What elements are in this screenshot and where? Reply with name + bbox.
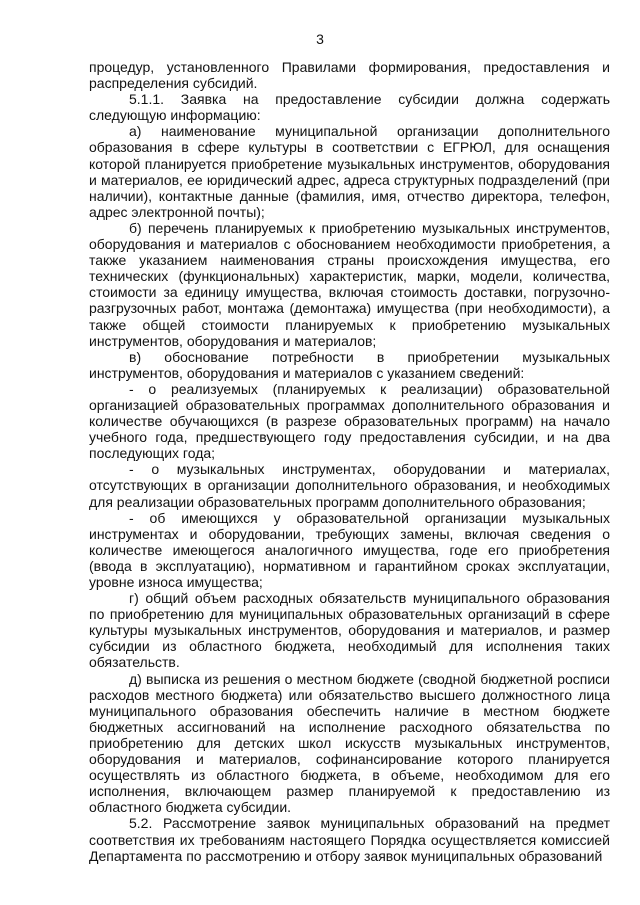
paragraph-dash-programs: - о реализуемых (планируемых к реализации) образовательной организацией образовательных программах дополнительного образования и количестве обучающихся (в разрезе образовательных программ) на начало учебного года, предшествующего году предоставления субсидии, и на два последующих года; xyxy=(89,380,610,462)
paragraph-item-a: а) наименование муниципальной организации дополнительного образования в сфере культуры в соответствии с ЕГРЮЛ, для оснащения которой планируется приобретение музыкальных инструментов, оборудования и материалов, ее юридический адрес, адреса структурных подразделений (при наличии), контактные данные (фамилия, имя, отчество директора, телефон, адрес электронной почты); xyxy=(89,123,610,220)
page-number: 3 xyxy=(316,31,324,47)
paragraph-5-2: 5.2. Рассмотрение заявок муниципальных образований на предмет соответствия их требованиям настоящего Порядка осуществляется комиссией Департамента по рассмотрению и отбору заявок муниципальных образований xyxy=(89,815,610,864)
paragraph-dash-missing: - о музыкальных инструментах, оборудовании и материалах, отсутствующих в организации дополнительного образования, и необходимых для реализации образовательных программ дополнительного образования; xyxy=(89,461,610,510)
paragraph-continuation: процедур, установленного Правилами формирования, предоставления и распределения субсидий. xyxy=(89,59,610,92)
paragraph-item-b: б) перечень планируемых к приобретению музыкальных инструментов, оборудования и материалов с обоснованием необходимости приобретения, а также указанием наименования страны происхождения имущества, его технических (функциональных) характеристик, марки, модели, количества, стоимости за единицу имущества, включая стоимость доставки, погрузочно-разгрузочных работ, монтажа (демонтажа) имущества (при необходимости), а также общей стоимости планируемых к приобретению музыкальных инструментов, оборудования и материалов; xyxy=(89,219,610,349)
paragraph-5-1-1: 5.1.1. Заявка на предоставление субсидии должна содержать следующую информацию: xyxy=(89,91,610,124)
paragraph-item-v: в) обоснование потребности в приобретении музыкальных инструментов, оборудования и материалов с указанием сведений: xyxy=(89,348,610,381)
document-body xyxy=(89,59,610,864)
paragraph-dash-existing: - об имеющихся у образовательной организации музыкальных инструментах и оборудовании, требующих замены, включая сведения о количестве имеющегося аналогичного имущества, годе его приобретения (ввода в эксплуатацию), нормативном и гарантийном сроках эксплуатации, уровне износа имущества; xyxy=(89,509,610,590)
paragraph-item-g: г) общий объем расходных обязательств муниципального образования по приобретению для муниципальных образовательных организаций в сфере культуры музыкальных инструментов, оборудования и материалов, и размер субсидии из областного бюджета, необходимый для исполнения таких обязательств. xyxy=(89,590,610,671)
paragraph-item-d: д) выписка из решения о местном бюджете (сводной бюджетной росписи расходов местного бюджета) или обязательство высшего должностного лица муниципального образования обеспечить наличие в местном бюджете бюджетных ассигнований на исполнение расходного обязательства по приобретению для детских школ искусств музыкальных инструментов, оборудования и материалов, софинансирование которого планируется осуществлять из областного бюджета, в объеме, необходимом для его исполнения, включающем размер планируемой к предоставлению из областного бюджета субсидии. xyxy=(89,670,610,816)
